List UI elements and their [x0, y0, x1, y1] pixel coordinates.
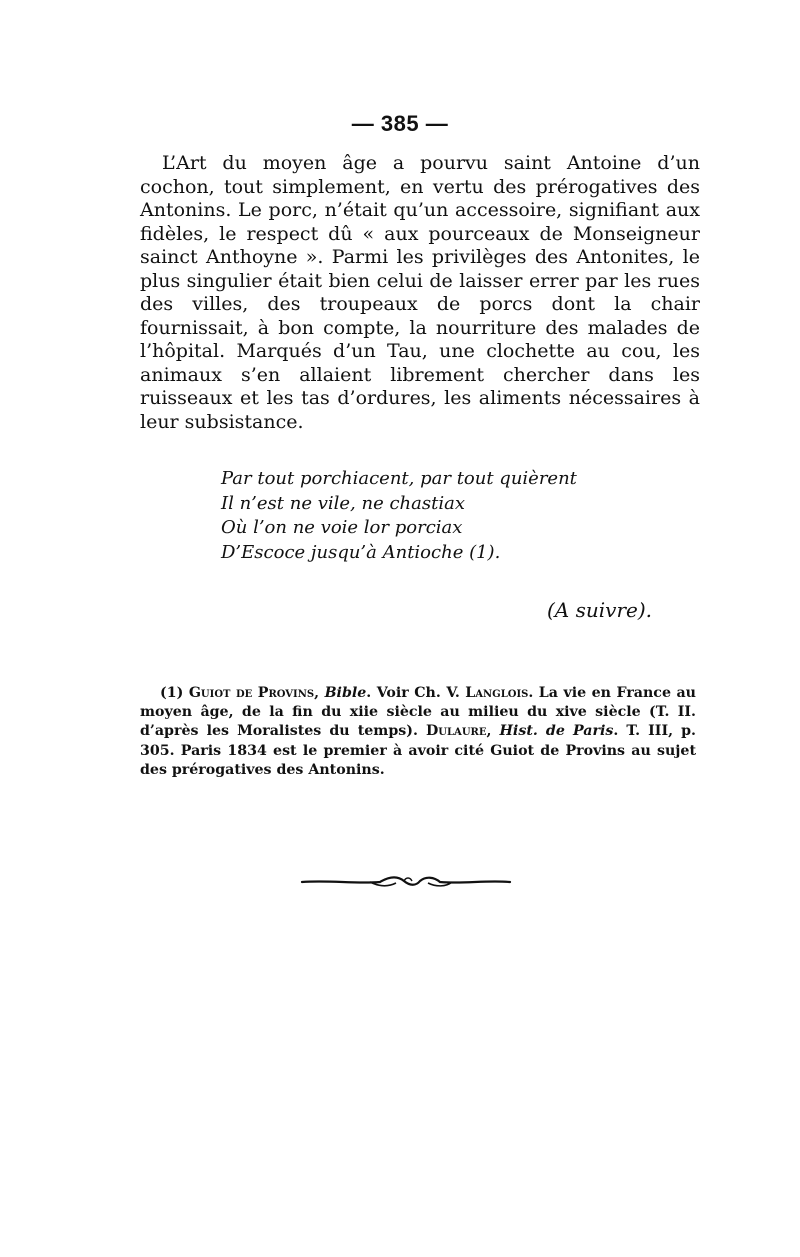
- footnote-work-bible: Bible: [324, 685, 367, 701]
- verse-line-4: D’Escoce jusqu’à Antioche (1).: [221, 541, 501, 563]
- verse-line-1: Par tout porchiacent, par tout quièrent: [221, 468, 577, 489]
- verse-line-2: Il n’est ne vile, ne chastiax: [221, 492, 465, 514]
- body-paragraph: L’Art du moyen âge a pourvu saint Antoine d’un cochon, tout simplement, en vertu des prérogatives des Antonins. Le porc, n’était qu’un accessoire, signifiant aux fidèles, le respect dû « aux pourceaux de Monseigneur sainct Anthoyne ». Parmi les privilèges des Antonites, le plus singulier était bien celui de laisser errer par les rues des villes, des troupeaux de porcs dont la chair fournissait, à bon compte, la nourriture des malades de l’hôpital. Marqués d’un Tau, une clochette au cou, les animaux s’en allaient librement chercher dans les ruisseaux et les tas d’ordures, les aliments nécessaires à leur subsistance.: [140, 152, 700, 433]
- to-be-continued: (A suivre).: [547, 598, 652, 622]
- ornament-flourish-icon: [300, 872, 512, 892]
- footnote-marker: (1): [160, 685, 189, 701]
- footnote-text-3: . T. III, p. 305. Paris 1834 est le premier à avoir cité Guiot de Provins au sujet des prérogatives des Antonins.: [140, 723, 696, 778]
- footnote: [140, 684, 696, 780]
- verse-quotation: [221, 467, 661, 565]
- footnote-work-hist-paris: Hist. de Paris: [499, 723, 614, 740]
- footnote-sep-2: ,: [486, 723, 500, 740]
- footnote-sep-1: ,: [314, 685, 325, 701]
- verse-line-3: Où l’on ne voie lor porciax: [221, 517, 463, 538]
- footnote-author-guiot: Guiot de Provins: [188, 685, 315, 701]
- footnote-text-2: . La vie en France au moyen âge, de la fin du xiie siècle au milieu du xive siècle (T. II. d’après les Moralistes du temps).: [140, 685, 696, 740]
- footnote-author-langlois: Langlois: [465, 685, 529, 701]
- page-number: — 385 —: [351, 111, 449, 136]
- footnote-text-1: . Voir Ch. V.: [366, 685, 466, 701]
- footnote-author-dulaure: Dulaure: [426, 723, 487, 740]
